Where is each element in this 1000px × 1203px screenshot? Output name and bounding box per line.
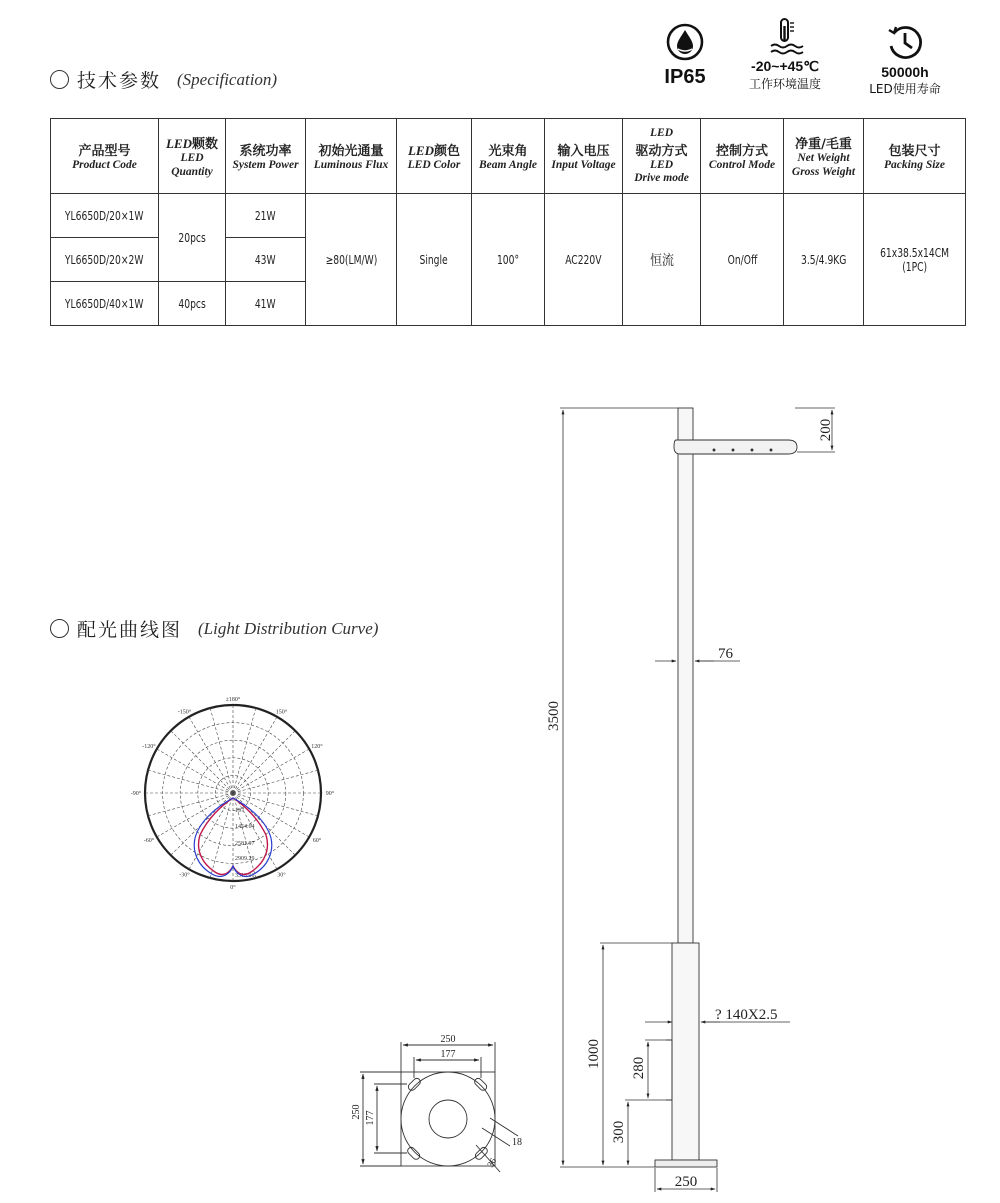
polar-angle-label: -120° — [142, 744, 156, 750]
header-luminous-flux: 初始光通量 Luminous Flux — [306, 119, 397, 194]
polar-angle-label: -90° — [130, 791, 142, 797]
cell-beam: 100° — [472, 194, 545, 326]
polar-angle-label: ±180° — [225, 697, 241, 703]
pole-drawing — [655, 408, 797, 1167]
polar-spoke — [148, 793, 233, 816]
dim-slot-length: 36 — [485, 1156, 499, 1169]
dim-plate-inner: 177 — [440, 1049, 456, 1060]
dim-base-width: 250 — [674, 1174, 698, 1190]
polar-spoke — [157, 749, 233, 793]
polar-angle-label: 120° — [311, 744, 323, 750]
cell-quantity: 20pcs — [159, 194, 226, 282]
polar-ring-label: 2581.97 — [235, 841, 255, 847]
header-led-color: LED颜色 LED Color — [397, 119, 472, 194]
polar-ring-label: 2909.29 — [235, 856, 255, 862]
header-control-mode: 控制方式 Control Mode — [701, 119, 784, 194]
dim-top-diameter: 76 — [718, 646, 733, 662]
temperature-value: -20~+45℃ — [751, 58, 819, 74]
polar-angle-label: 60° — [312, 838, 322, 844]
dim-base-section: 1000 — [586, 1039, 602, 1069]
polar-spoke — [233, 717, 277, 793]
cell-flux: ≥80(LM/W) — [306, 194, 397, 326]
header-weight: 净重/毛重 Net Weight Gross Weight — [784, 119, 864, 194]
polar-spoke — [210, 708, 233, 793]
dim-head-height: 200 — [818, 418, 834, 442]
dim-plate-height: 250 — [351, 1104, 362, 1120]
polar-angle-label: -150° — [177, 709, 192, 716]
polar-ring-label: 3313.91 — [235, 873, 255, 879]
polar-spoke — [233, 793, 309, 837]
cell-drive: 恒流 — [623, 194, 701, 326]
header-system-power: 系统功率 System Power — [226, 119, 306, 194]
polar-spoke — [233, 708, 256, 793]
polar-spoke — [171, 731, 233, 793]
temperature-caption: 工作环境温度 — [748, 77, 821, 91]
dim-bottom-spec: ? 140X2.5 — [715, 1007, 778, 1023]
dim-slot-width: 18 — [512, 1137, 522, 1148]
lifetime-caption: LED使用寿命 — [869, 82, 941, 96]
dim-plate-inner-v: 177 — [365, 1110, 376, 1126]
polar-angle-label: 30° — [277, 872, 286, 879]
base-plate-drawing — [360, 1042, 518, 1172]
cell-power: 43W — [226, 238, 306, 282]
curve-title-zh: 配光曲线图 — [77, 619, 183, 641]
ip-label: IP65 — [664, 66, 706, 88]
dim-door-offset: 300 — [611, 1120, 627, 1144]
cell-weight: 3.5/4.9KG — [784, 194, 864, 326]
header-input-voltage: 输入电压 Input Voltage — [545, 119, 623, 194]
polar-spoke — [233, 749, 309, 793]
curve-title-en: (Light Distribution Curve) — [198, 618, 379, 638]
polar-angle-label: -60° — [143, 838, 155, 844]
dim-door-height: 280 — [631, 1056, 647, 1080]
spec-title-en: (Specification) — [177, 69, 278, 89]
lifetime-value: 50000h — [881, 64, 929, 80]
polar-spoke — [189, 793, 233, 869]
polar-diagram — [131, 696, 335, 891]
cell-packing: 61x38.5x14CM (1PC) — [864, 194, 966, 326]
polar-ring-label: 1454.64 — [235, 824, 255, 830]
polar-spoke — [233, 770, 318, 793]
polar-angle-label: 90° — [325, 791, 335, 797]
cell-power: 21W — [226, 194, 306, 238]
dim-plate-width: 250 — [440, 1034, 456, 1045]
cell-code: YL6650D/20×1W — [51, 194, 159, 238]
cell-power: 41W — [226, 282, 306, 326]
cell-color: Single — [397, 194, 472, 326]
polar-angle-label: 150° — [275, 709, 288, 716]
polar-ring-label: 197 — [235, 808, 244, 814]
header-drive-mode: LED 驱动方式 LED Drive mode — [623, 119, 701, 194]
polar-spoke — [233, 731, 295, 793]
cell-code: YL6650D/20×2W — [51, 238, 159, 282]
cell-quantity: 40pcs — [159, 282, 226, 326]
header-product-code: 产品型号 Product Code — [51, 119, 159, 194]
header-packing-size: 包装尺寸 Packing Size — [864, 119, 966, 194]
polar-spoke — [189, 717, 233, 793]
polar-spoke — [233, 793, 318, 816]
cell-code: YL6650D/40×1W — [51, 282, 159, 326]
polar-spoke — [157, 793, 233, 837]
header-led-quantity: LED颗数 LED Quantity — [159, 119, 226, 194]
polar-angle-label: -30° — [179, 872, 190, 879]
spec-title-zh: 技术参数 — [77, 70, 162, 92]
cell-control: On/Off — [701, 194, 784, 326]
header-beam-angle: 光束角 Beam Angle — [472, 119, 545, 194]
polar-spoke — [148, 770, 233, 793]
cell-voltage: AC220V — [545, 194, 623, 326]
polar-angle-label: 0° — [230, 885, 236, 891]
dim-total-height: 3500 — [546, 701, 562, 731]
